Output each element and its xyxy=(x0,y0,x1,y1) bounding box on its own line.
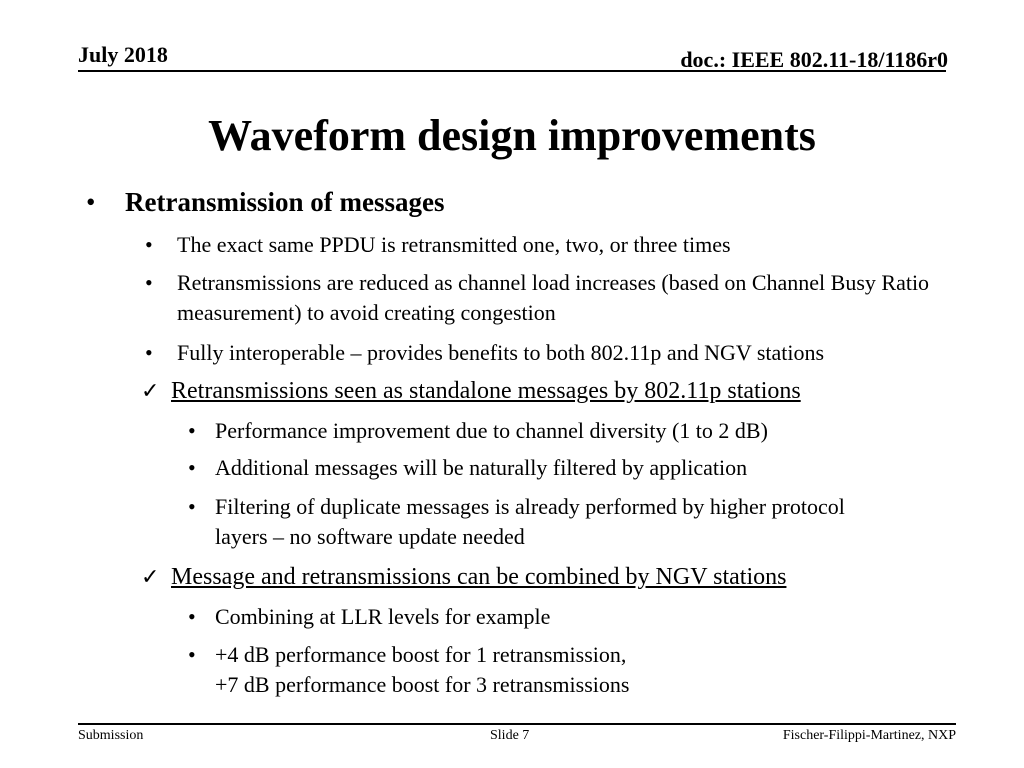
sub-bullet-text: Fully interoperable – provides benefits to both 802.11p and NGV stations xyxy=(177,340,825,365)
sub-bullet-text: Combining at LLR levels for example xyxy=(215,604,551,629)
footer-divider xyxy=(78,723,956,725)
bullet-marker: • xyxy=(188,455,196,480)
header-date: July 2018 xyxy=(78,42,168,67)
check-item-text: Message and retransmissions can be combined by NGV stations xyxy=(171,564,787,590)
bullet-marker: • xyxy=(188,418,196,443)
bullet-marker: • xyxy=(145,270,153,295)
sub-bullet-text: Retransmissions are reduced as channel load increases (based on Channel Busy Ratio measurement) to avoid creating congestion xyxy=(177,270,930,325)
main-bullet-text: Retransmission of messages xyxy=(125,187,445,217)
slide-title: Waveform design improvements xyxy=(208,111,816,160)
bullet-marker: • xyxy=(188,642,196,667)
checkmark-icon: ✓ xyxy=(141,378,160,403)
sub-bullet-text: +4 dB performance boost for 1 retransmission, xyxy=(215,642,627,667)
footer-authors: Fischer-Filippi-Martinez, NXP xyxy=(782,728,956,743)
sub-bullet-text: Performance improvement due to channel diversity (1 to 2 dB) xyxy=(215,418,768,443)
footer-slide-number: Slide 7 xyxy=(490,728,530,743)
header-divider xyxy=(78,70,946,72)
bullet-marker: • xyxy=(145,340,153,365)
bullet-marker: • xyxy=(188,604,196,629)
bullet-marker: • xyxy=(188,494,196,519)
sub-bullet-text: The exact same PPDU is retransmitted one, two, or three times xyxy=(177,232,731,257)
sub-bullet-text-continued: +7 dB performance boost for 3 retransmissions xyxy=(215,672,630,697)
sub-bullet-text: Filtering of duplicate messages is already performed by higher protocol layers – no software update needed xyxy=(215,494,845,549)
header-doc-id: doc.: IEEE 802.11-18/1186r0 xyxy=(680,47,948,72)
check-item-text: Retransmissions seen as standalone messages by 802.11p stations xyxy=(171,378,801,404)
bullet-marker: • xyxy=(86,187,96,217)
sub-bullet-text: Additional messages will be naturally filtered by application xyxy=(215,455,748,480)
checkmark-icon: ✓ xyxy=(141,564,160,589)
footer-submission: Submission xyxy=(78,728,144,743)
bullet-marker: • xyxy=(145,232,153,257)
